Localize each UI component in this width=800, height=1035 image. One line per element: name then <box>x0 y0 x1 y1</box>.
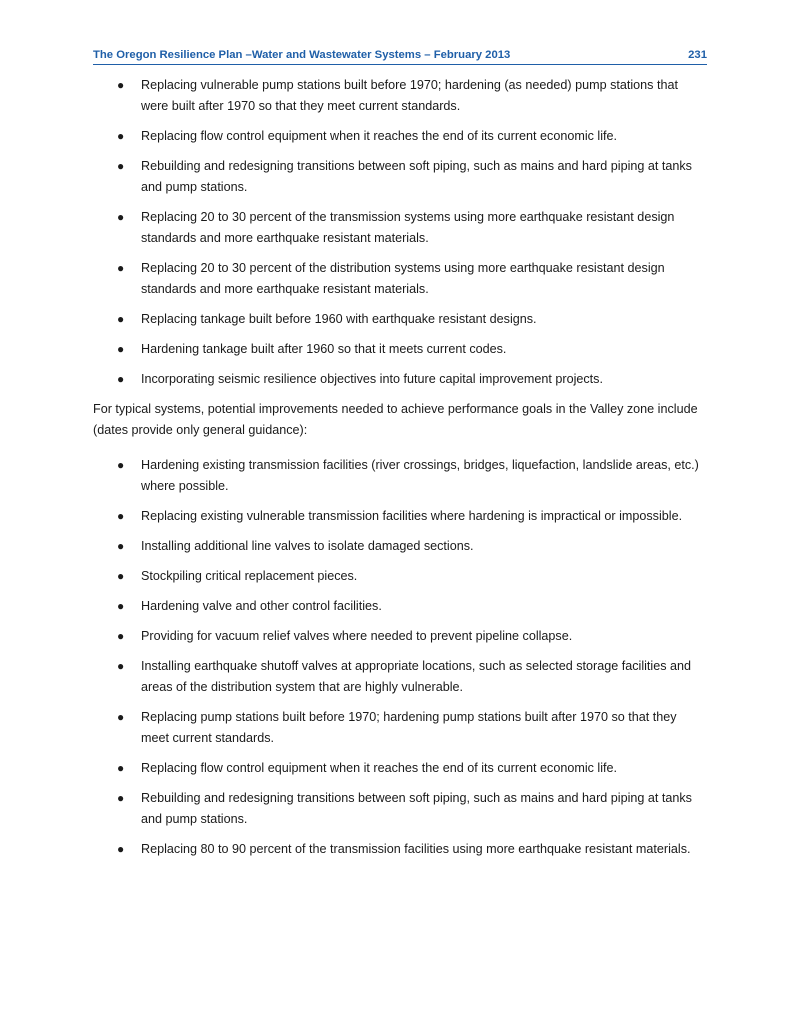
list-item-text: Replacing pump stations built before 1970; hardening pump stations built after 1970 so that they meet current standards. <box>141 710 677 745</box>
body-paragraph: For typical systems, potential improvements needed to achieve performance goals in the Valley zone include (dates provide only general guidance): <box>93 402 698 437</box>
list-item-text: Hardening existing transmission facilities (river crossings, bridges, liquefaction, landslide areas, etc.) where possible. <box>141 458 699 493</box>
bullet-icon: ● <box>117 458 125 472</box>
list-item <box>93 309 707 330</box>
list-item <box>93 207 707 249</box>
bullet-icon: ● <box>117 710 125 724</box>
bullet-icon: ● <box>117 569 125 583</box>
list-item <box>93 339 707 360</box>
list-item-text: Installing additional line valves to isolate damaged sections. <box>141 539 474 553</box>
list-item <box>93 707 707 749</box>
list-item-text: Hardening valve and other control facilities. <box>141 599 382 613</box>
improvements-list-coast <box>93 75 707 390</box>
bullet-icon: ● <box>117 761 125 775</box>
list-item <box>93 758 707 779</box>
list-item-text: Installing earthquake shutoff valves at appropriate locations, such as selected storage facilities and areas of the distribution system that are highly vulnerable. <box>141 659 692 694</box>
list-item <box>93 506 707 527</box>
list-item <box>93 596 707 617</box>
list-item-text: Replacing flow control equipment when it reaches the end of its current economic life. <box>141 129 618 143</box>
bullet-icon: ● <box>117 599 125 613</box>
improvements-list-valley <box>93 455 707 860</box>
bullet-icon: ● <box>117 842 125 856</box>
page-number: 231 <box>688 49 707 61</box>
bullet-icon: ● <box>117 539 125 553</box>
list-item-text: Replacing 20 to 30 percent of the distribution systems using more earthquake resistant design standards and more earthquake resistant materials. <box>141 261 665 296</box>
list-item <box>93 536 707 557</box>
list-item <box>93 369 707 390</box>
bullet-icon: ● <box>117 261 125 275</box>
list-item-text: Incorporating seismic resilience objectives into future capital improvement projects. <box>141 372 603 386</box>
list-item <box>93 258 707 300</box>
list-item-text: Replacing 20 to 30 percent of the transmission systems using more earthquake resistant design standards and more earthquake resistant materials. <box>141 210 675 245</box>
bullet-icon: ● <box>117 129 125 143</box>
list-item-text: Replacing vulnerable pump stations built before 1970; hardening (as needed) pump stations that were built after 1970 so that they meet current standards. <box>141 78 678 113</box>
list-item <box>93 156 707 198</box>
bullet-icon: ● <box>117 78 125 92</box>
bullet-icon: ● <box>117 312 125 326</box>
bullet-icon: ● <box>117 659 125 673</box>
bullet-icon: ● <box>117 342 125 356</box>
list-item-text: Replacing 80 to 90 percent of the transmission facilities using more earthquake resistant materials. <box>141 842 691 856</box>
bullet-icon: ● <box>117 159 125 173</box>
running-header <box>93 46 707 65</box>
bullet-icon: ● <box>117 509 125 523</box>
bullet-icon: ● <box>117 629 125 643</box>
list-item <box>93 126 707 147</box>
header-title: The Oregon Resilience Plan –Water and Wastewater Systems – February 2013 <box>93 49 511 61</box>
list-item-text: Stockpiling critical replacement pieces. <box>141 569 358 583</box>
document-page <box>93 46 707 869</box>
list-item <box>93 455 707 497</box>
list-item <box>93 839 707 860</box>
list-item-text: Providing for vacuum relief valves where needed to prevent pipeline collapse. <box>141 629 573 643</box>
list-item-text: Replacing existing vulnerable transmission facilities where hardening is impractical or impossible. <box>141 509 683 523</box>
list-item <box>93 656 707 698</box>
list-item <box>93 788 707 830</box>
bullet-icon: ● <box>117 372 125 386</box>
list-item-text: Rebuilding and redesigning transitions between soft piping, such as mains and hard piping at tanks and pump stations. <box>141 791 692 826</box>
list-item <box>93 75 707 117</box>
list-item-text: Hardening tankage built after 1960 so that it meets current codes. <box>141 342 507 356</box>
list-item-text: Rebuilding and redesigning transitions between soft piping, such as mains and hard piping at tanks and pump stations. <box>141 159 692 194</box>
list-item-text: Replacing tankage built before 1960 with earthquake resistant designs. <box>141 312 537 326</box>
bullet-icon: ● <box>117 791 125 805</box>
bullet-icon: ● <box>117 210 125 224</box>
list-item <box>93 566 707 587</box>
list-item <box>93 626 707 647</box>
list-item-text: Replacing flow control equipment when it reaches the end of its current economic life. <box>141 761 618 775</box>
